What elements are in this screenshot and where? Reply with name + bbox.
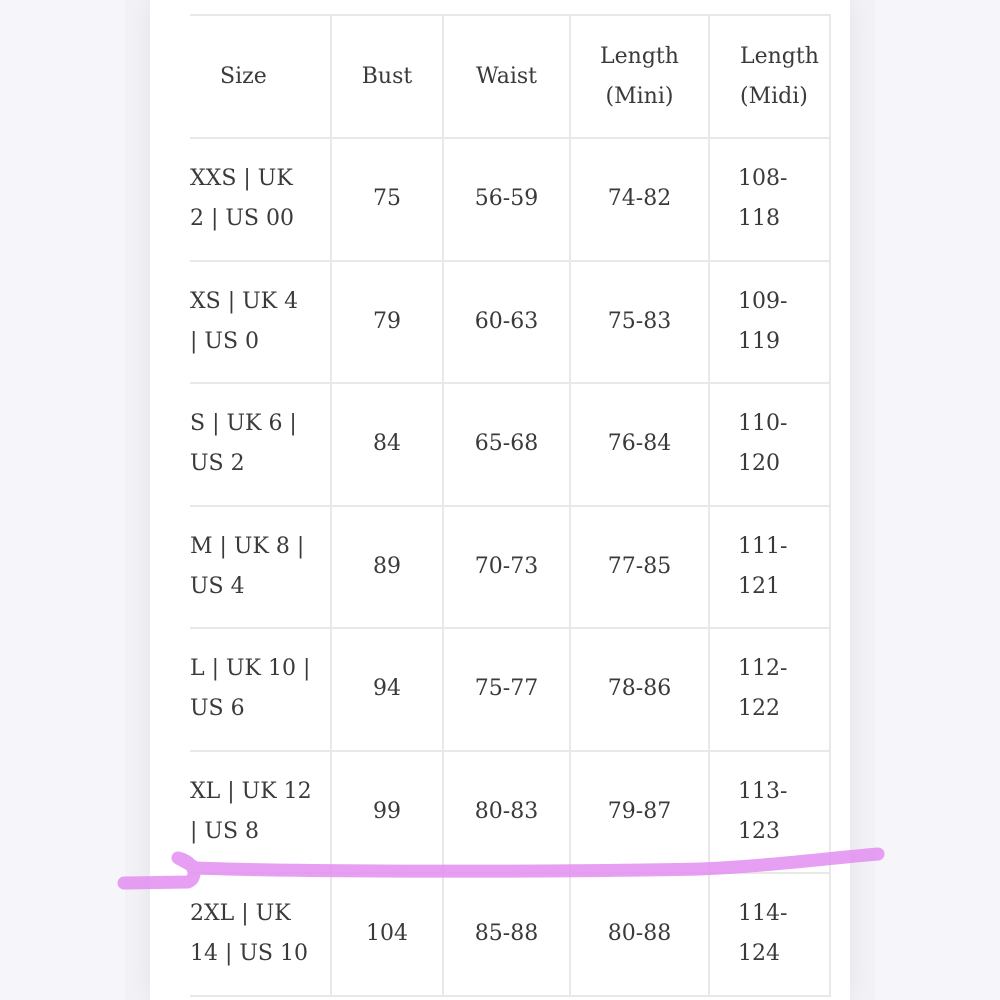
bust-cell: 75: [331, 138, 443, 261]
table-row: [190, 873, 830, 996]
length-mini-cell: 80-88: [570, 873, 709, 996]
header-bust: Bust: [331, 15, 443, 138]
header-length-mini: Length (Mini): [570, 15, 709, 138]
length-midi-cell: 111-121: [709, 506, 830, 629]
size-cell: XXS | UK 2 | US 00: [190, 138, 331, 261]
table-row: [190, 138, 830, 261]
table-row: [190, 383, 830, 506]
length-mini-cell: 74-82: [570, 138, 709, 261]
length-midi-cell: 113-123: [709, 751, 830, 874]
length-midi-cell: 109-119: [709, 261, 830, 384]
bust-cell: 79: [331, 261, 443, 384]
length-midi-cell: 114-124: [709, 873, 830, 996]
size-cell: S | UK 6 | US 2: [190, 383, 331, 506]
header-length-midi: Length (Midi): [709, 15, 830, 138]
header-waist: Waist: [443, 15, 570, 138]
size-cell: XL | UK 12 | US 8: [190, 751, 331, 874]
left-background: [0, 0, 125, 1000]
size-cell: XS | UK 4 | US 0: [190, 261, 331, 384]
waist-cell: 75-77: [443, 628, 570, 751]
waist-cell: 65-68: [443, 383, 570, 506]
length-mini-cell: 77-85: [570, 506, 709, 629]
size-cell: 2XL | UK 14 | US 10: [190, 873, 331, 996]
length-midi-cell: 108-118: [709, 138, 830, 261]
length-mini-cell: 79-87: [570, 751, 709, 874]
bust-cell: 99: [331, 751, 443, 874]
waist-cell: 80-83: [443, 751, 570, 874]
bust-cell: 84: [331, 383, 443, 506]
bust-cell: 94: [331, 628, 443, 751]
table-scroll-area[interactable]: [190, 0, 819, 1000]
table-row: [190, 751, 830, 874]
waist-cell: 60-63: [443, 261, 570, 384]
waist-cell: 85-88: [443, 873, 570, 996]
waist-cell: 70-73: [443, 506, 570, 629]
size-cell: L | UK 10 | US 6: [190, 628, 331, 751]
length-midi-cell: 110-120: [709, 383, 830, 506]
length-midi-cell: 112-122: [709, 628, 830, 751]
bust-cell: 104: [331, 873, 443, 996]
length-mini-cell: 78-86: [570, 628, 709, 751]
table-row: [190, 261, 830, 384]
bust-cell: 89: [331, 506, 443, 629]
table-row: [190, 628, 830, 751]
table-row: [190, 506, 830, 629]
table-header-row: [190, 15, 830, 138]
length-mini-cell: 75-83: [570, 261, 709, 384]
size-cell: M | UK 8 | US 4: [190, 506, 331, 629]
waist-cell: 56-59: [443, 138, 570, 261]
size-chart-table: [190, 14, 831, 997]
length-mini-cell: 76-84: [570, 383, 709, 506]
right-background: [875, 0, 1000, 1000]
header-size: Size: [190, 15, 331, 138]
size-chart-card: [150, 0, 850, 1000]
